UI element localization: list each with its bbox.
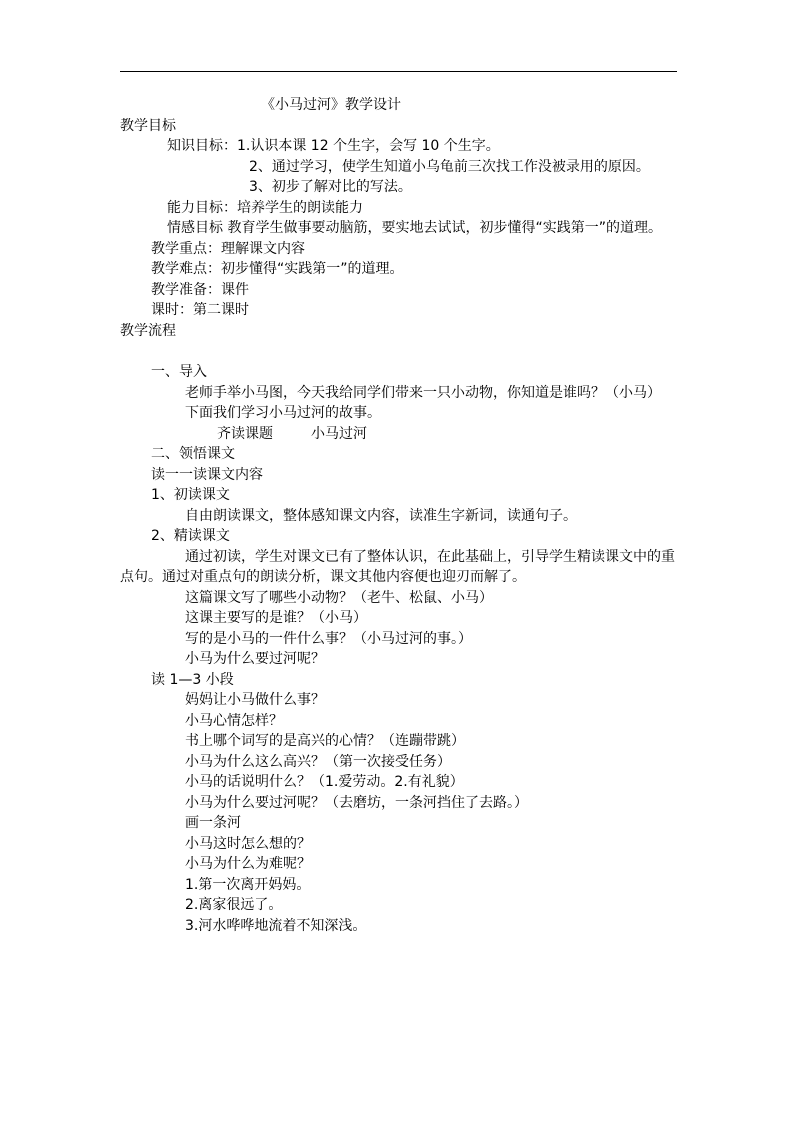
class-period: 课时：第二课时 [151, 302, 249, 318]
ability-goal: 能力目标：培养学生的朗读能力 [167, 199, 363, 216]
section-heading-flow: 教学流程 [120, 322, 176, 339]
question-item: 小马为什么要过河呢？（去磨坊，一条河挡住了去路。） [185, 794, 528, 811]
read-title-line [120, 424, 677, 445]
close-read-text: 通过初读，学生对课文已有了整体认识，在此基础上，引导学生精读课文中的重点句。通过对重点句的朗读分析，课文其他内容便也迎刃而解了。 [120, 548, 675, 585]
read-one-line: 读一一读课文内容 [151, 466, 263, 483]
read-paragraphs-heading: 读 1—3 小段 [151, 671, 234, 688]
spacer [120, 341, 677, 362]
question-item: 小马这时怎么想的？ [185, 835, 311, 852]
teaching-key-point: 教学重点：理解课文内容 [151, 240, 305, 257]
close-read-heading: 2、精读课文 [151, 528, 230, 544]
reason-item: 1.第一次离开妈妈。 [185, 876, 311, 893]
question-item: 这课主要写的是谁？（小马） [185, 610, 367, 626]
document-body [120, 95, 677, 936]
read-title-text: 小马过河 [311, 425, 367, 442]
section-heading-goals: 教学目标 [120, 117, 176, 134]
knowledge-goal-label: 知识目标： [167, 138, 237, 154]
question-item: 小马心情怎样？ [185, 712, 283, 729]
intro-heading: 一、导入 [151, 364, 207, 380]
first-read-heading: 1、初读课文 [151, 487, 230, 503]
knowledge-goal-1: 1.认识本课 12 个生字，会写 10 个生字。 [237, 138, 500, 154]
question-item: 妈妈让小马做什么事？ [185, 692, 325, 708]
draw-river-line: 画一条河 [185, 815, 241, 831]
intro-paragraph-1: 老师手举小马图，今天我给同学们带来一只小动物，你知道是谁吗？（小马） [185, 384, 661, 401]
reason-item: 3.河水哗哗地流着不知深浅。 [185, 917, 367, 934]
knowledge-goal-row [120, 136, 677, 157]
page-title: 《小马过河》教学设计 [261, 97, 401, 113]
question-item: 小马为什么为难呢？ [185, 856, 311, 872]
knowledge-goal-3: 3、初步了解对比的写法。 [249, 179, 412, 195]
header-rule [120, 71, 677, 72]
question-item: 小马为什么要过河呢？ [185, 651, 325, 667]
question-item: 小马为什么这么高兴？（第一次接受任务） [185, 753, 451, 770]
knowledge-goal-2: 2、通过学习，使学生知道小乌龟前三次找工作没被录用的原因。 [249, 158, 650, 175]
question-item: 这篇课文写了哪些小动物？（老牛、松鼠、小马） [185, 589, 493, 606]
teaching-prep: 教学准备：课件 [151, 281, 249, 298]
read-title-label: 齐读课题 [217, 425, 273, 442]
question-item: 写的是小马的一件什么事？（小马过河的事。） [185, 630, 472, 647]
reason-item: 2.离家很远了。 [185, 897, 283, 913]
question-item: 小马的话说明什么？（1.爱劳动。2.有礼貌） [185, 774, 464, 790]
intro-paragraph-2: 下面我们学习小马过河的故事。 [185, 405, 381, 421]
emotion-goal: 情感目标 教育学生做事要动脑筋，要实地去试试，初步懂得“实践第一”的道理。 [167, 220, 662, 236]
teaching-difficulty: 教学难点：初步懂得“实践第一”的道理。 [151, 261, 404, 277]
question-item: 书上哪个词写的是高兴的心情？（连蹦带跳） [185, 733, 465, 749]
first-read-text: 自由朗读课文，整体感知课文内容，读准生字新词，读通句子。 [185, 507, 577, 524]
comprehend-heading: 二、领悟课文 [151, 446, 235, 462]
